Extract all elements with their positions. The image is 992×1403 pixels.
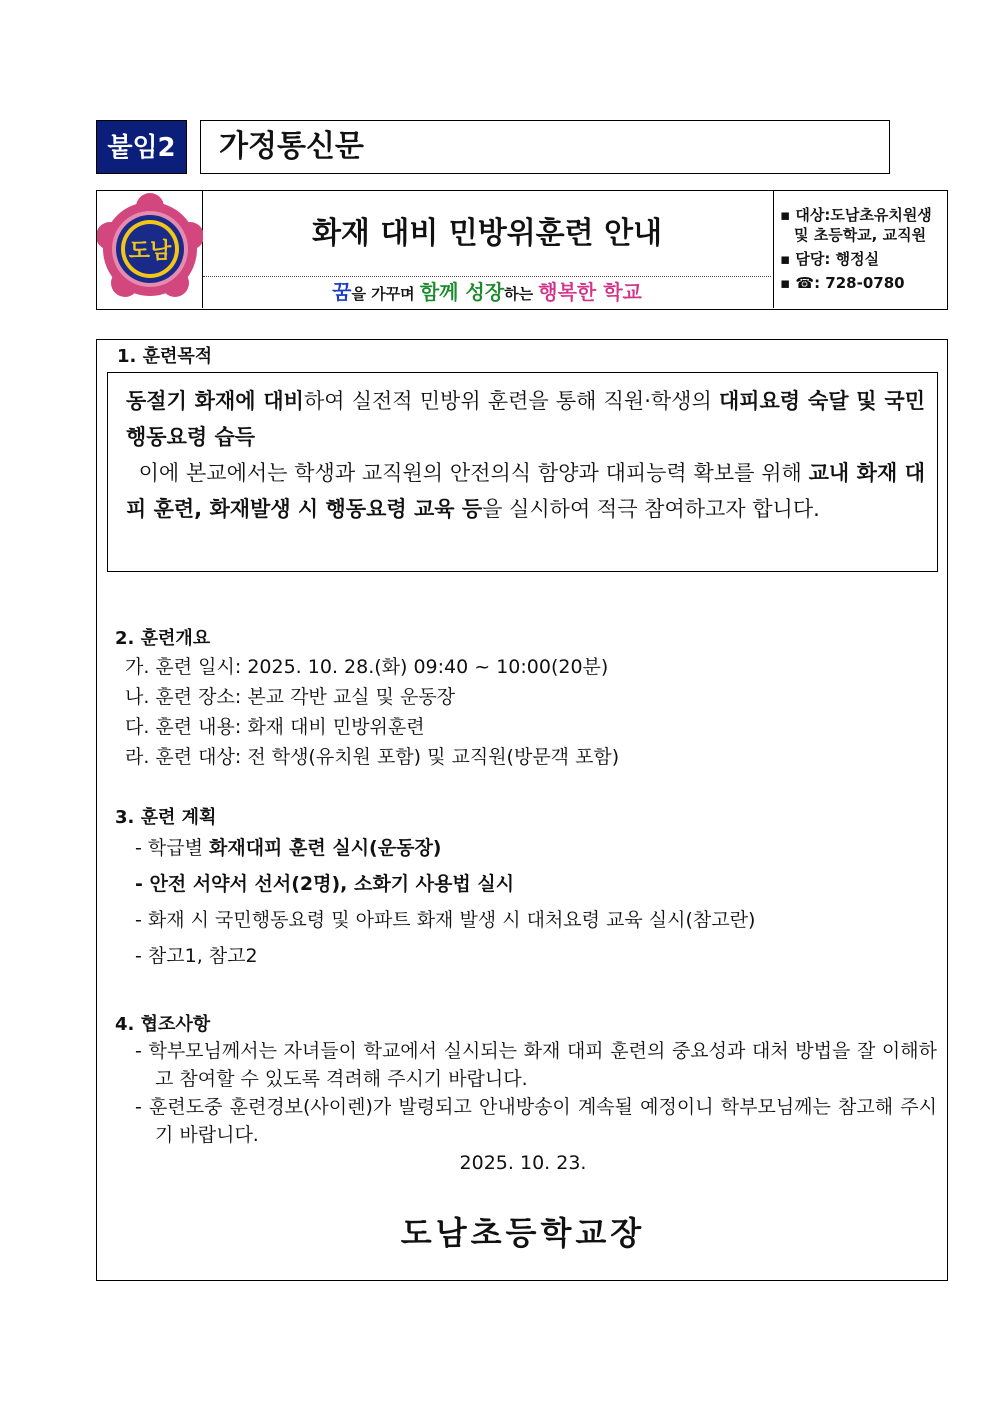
cooperation-item: - 훈련도중 훈련경보(사이렌)가 발령되고 안내방송이 계속될 예정이니 학부모님께는 참고해 주시기 바랍니다. (135, 1096, 937, 1146)
phone-info: ▪ ☎: 728-0780 (780, 274, 905, 292)
purpose-box (107, 372, 938, 572)
purpose-bold-3: 교내 화재 대피 훈련, 화재발생 시 행동요령 교육 등 (126, 461, 925, 521)
school-slogan (203, 277, 771, 308)
manager-info: ▪ 담당: 행정실 (780, 250, 880, 268)
section-4-heading: 4. 협조사항 (115, 1014, 211, 1035)
plan-item-bold: 화재대피 훈련 실시(운동장) (209, 837, 442, 859)
purpose-text-2: 이에 본교에서는 학생과 교직원의 안전의식 함양과 대피능력 확보를 위해 (138, 461, 809, 485)
plan-item: - 참고1, 참고2 (135, 945, 258, 967)
section-1-heading: 1. 훈련목적 (117, 346, 213, 367)
main-title-text: 화재 대비 민방위훈련 안내 (311, 216, 663, 251)
issue-date: 2025. 10. 23. (459, 1152, 587, 1174)
purpose-bold-2: 대피요령 숙달 및 국민행동요령 습득 (126, 389, 925, 449)
slogan-segment: 행복한 학교 (538, 280, 642, 304)
slogan-segment: 하는 (504, 285, 539, 303)
document-type-title: 가정통신문 (200, 120, 890, 174)
purpose-text-1: 하여 실전적 민방위 훈련을 통해 직원·학생의 (303, 389, 719, 413)
overview-list (125, 652, 619, 772)
slogan-segment: 을 가꾸며 (351, 285, 420, 303)
cooperation-list (135, 1037, 937, 1149)
purpose-text-3: 을 실시하여 적극 참여하고자 합니다. (482, 497, 820, 521)
title-block (96, 190, 948, 310)
school-logo-cell (97, 191, 203, 308)
overview-item: 다. 훈련 내용: 화재 대비 민방위훈련 (125, 716, 425, 738)
info-cell (773, 191, 946, 308)
section-3-heading: 3. 훈련 계획 (115, 807, 217, 828)
school-emblem-icon (97, 191, 203, 308)
target-info-line1: ▪ 대상:도남초유치원생 (780, 206, 932, 224)
plan-list (135, 830, 755, 974)
principal-signature: 도남초등학교장 (400, 1214, 646, 1252)
plan-item (135, 830, 755, 866)
purpose-paragraph-2 (126, 455, 925, 527)
emblem-lettering: 도남 (128, 239, 172, 264)
attachment-tag: 붙임2 (96, 120, 187, 174)
plan-item: - 화재 시 국민행동요령 및 아파트 화재 발생 시 대처요령 교육 실시(참고란) (135, 909, 756, 931)
main-title (203, 191, 771, 277)
target-info-line2: 및 초등학교, 교직원 (794, 226, 927, 244)
plan-item-prefix: - 학급별 (135, 837, 209, 859)
slogan-segment: 함께 성장 (419, 280, 505, 304)
overview-item: 라. 훈련 대상: 전 학생(유치원 포함) 및 교직원(방문객 포함) (125, 746, 620, 768)
overview-item: 나. 훈련 장소: 본교 각반 교실 및 운동장 (125, 686, 456, 708)
purpose-bold-1: 동절기 화재에 대비 (126, 389, 304, 413)
slogan-segment: 꿈 (332, 280, 352, 304)
plan-item: - 안전 서약서 선서(2명), 소화기 사용법 실시 (135, 873, 515, 895)
cooperation-item: - 학부모님께서는 자녀들이 학교에서 실시되는 화재 대피 훈련의 중요성과 대처 방법을 잘 이해하고 참여할 수 있도록 격려해 주시기 바랍니다. (135, 1040, 937, 1090)
document-body (96, 339, 948, 1281)
section-2-heading: 2. 훈련개요 (115, 628, 211, 649)
overview-item: 가. 훈련 일시: 2025. 10. 28.(화) 09:40 ~ 10:00(20분) (125, 656, 609, 678)
purpose-paragraph-1 (126, 383, 925, 455)
